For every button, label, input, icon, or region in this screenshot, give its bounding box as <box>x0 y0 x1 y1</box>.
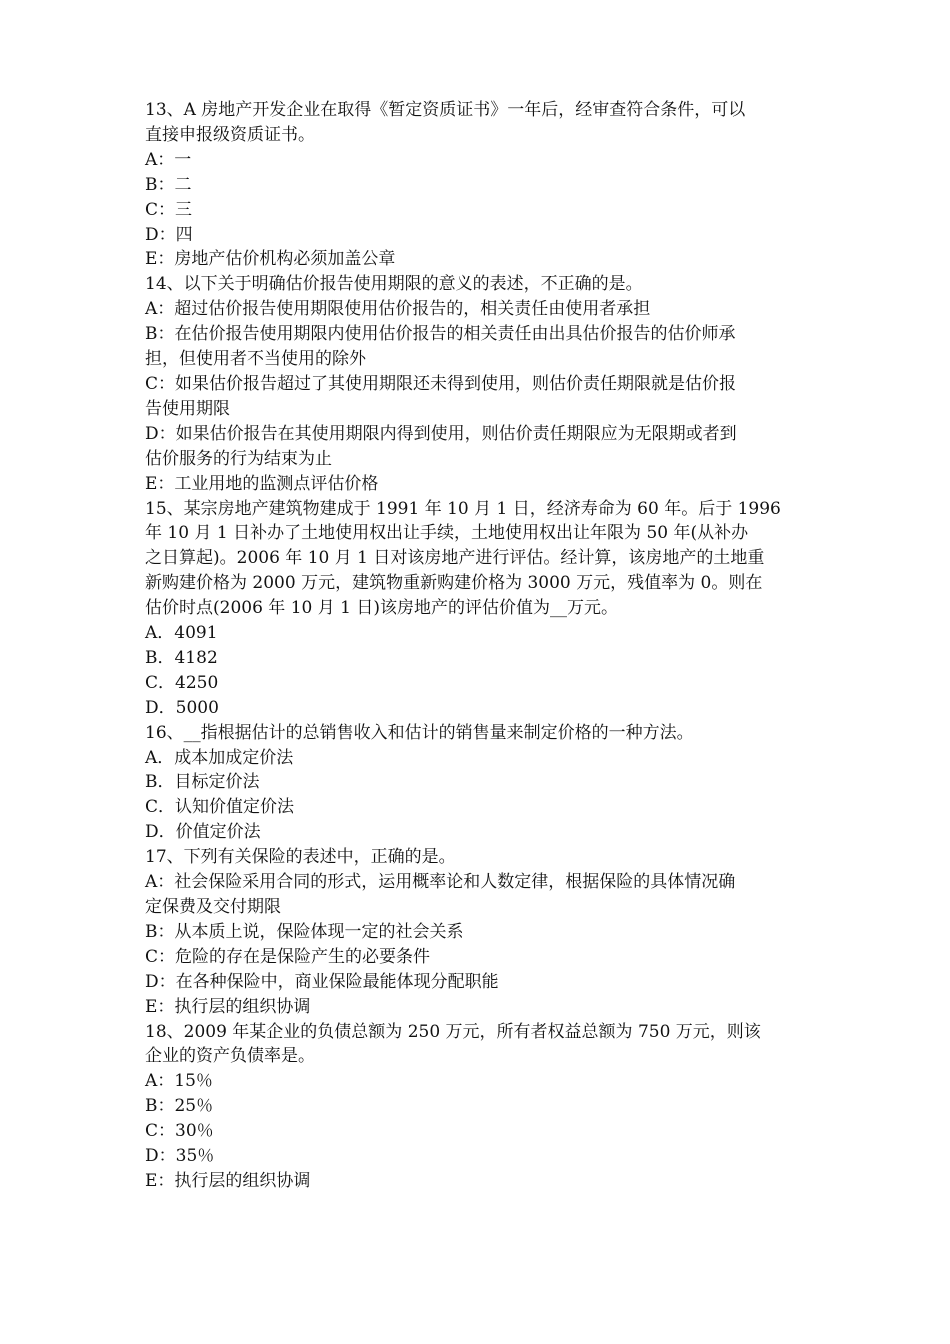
text-line: C：危险的存在是保险产生的必要条件 <box>145 946 431 967</box>
text-line: D．价值定价法 <box>145 822 261 843</box>
text-line: B．目标定价法 <box>145 772 260 793</box>
text-line: 新购建价格为 2000 万元，建筑物重新购建价格为 3000 万元，残值率为 0。则在 <box>145 573 763 594</box>
text-line: E：工业用地的监测点评估价格 <box>145 473 379 494</box>
text-line: D：如果估价报告在其使用期限内得到使用，则估价责任期限应为无限期或者到 <box>145 423 737 444</box>
text-line: A：社会保险采用合同的形式，运用概率论和人数定律，根据保险的具体情况确 <box>145 872 736 893</box>
text-line: 15、某宗房地产建筑物建成于 1991 年 10 月 1 日，经济寿命为 60 年。后于 1996 <box>145 498 781 519</box>
text-line: B：25％ <box>145 1096 214 1117</box>
text-line: C：如果估价报告超过了其使用期限还未得到使用，则估价责任期限就是估价报 <box>145 373 737 394</box>
text-line: E：执行层的组织协调 <box>145 1170 311 1191</box>
text-line: 18、2009 年某企业的负债总额为 250 万元，所有者权益总额为 750 万元，则该 <box>145 1021 761 1042</box>
text-line: 之日算起)。2006 年 10 月 1 日对该房地产进行评估。经计算，该房地产的土地重 <box>145 548 765 569</box>
text-line: 估价时点(2006 年 10 月 1 日)该房地产的评估价值为__万元。 <box>145 598 618 619</box>
text-line: 直接申报级资质证书。 <box>145 124 315 145</box>
text-line: A：超过估价报告使用期限使用估价报告的，相关责任由使用者承担 <box>145 299 651 320</box>
document-page <box>145 98 817 1194</box>
text-line: 14、以下关于明确估价报告使用期限的意义的表述，不正确的是。 <box>145 274 643 295</box>
text-line: A：一 <box>145 149 192 170</box>
text-line: E：执行层的组织协调 <box>145 996 311 1017</box>
text-line: B：从本质上说，保险体现一定的社会关系 <box>145 921 464 942</box>
text-line: D：在各种保险中，商业保险最能体现分配职能 <box>145 971 499 992</box>
text-line: D：四 <box>145 224 193 245</box>
text-line: 定保费及交付期限 <box>145 897 281 917</box>
text-line: 年 10 月 1 日补办了土地使用权出让手续，土地使用权出让年限为 50 年(从补办 <box>145 523 749 544</box>
text-line: B：在估价报告使用期限内使用估价报告的相关责任由出具估价报告的估价师承 <box>145 324 736 345</box>
text-line: 企业的资产负债率是。 <box>145 1046 315 1067</box>
text-line: C．认知价值定价法 <box>145 797 295 818</box>
text-line: 17、下列有关保险的表述中，正确的是。 <box>145 847 456 868</box>
text-line: D：35％ <box>145 1146 215 1167</box>
text-line: 担，但使用者不当使用的除外 <box>145 349 366 370</box>
text-line: A．成本加成定价法 <box>145 747 294 768</box>
text-line: 16、__指根据估计的总销售收入和估计的销售量来制定价格的一种方法。 <box>145 722 694 743</box>
text-line: C：30％ <box>145 1121 214 1142</box>
text-line: D．5000 <box>145 697 219 718</box>
text-line: B：二 <box>145 174 192 195</box>
text-line: 估价服务的行为结束为止 <box>145 448 332 469</box>
text-line: B．4182 <box>145 647 218 668</box>
text-line: 13、A 房地产开发企业在取得《暂定资质证书》一年后，经审查符合条件，可以 <box>145 100 746 120</box>
text-line: 告使用期限 <box>145 398 230 419</box>
text-line: E：房地产估价机构必须加盖公章 <box>145 249 396 270</box>
text-line: A：15％ <box>145 1071 213 1092</box>
text-line: C：三 <box>145 199 193 220</box>
text-line: C．4250 <box>145 672 219 693</box>
text-line: A．4091 <box>145 623 218 644</box>
